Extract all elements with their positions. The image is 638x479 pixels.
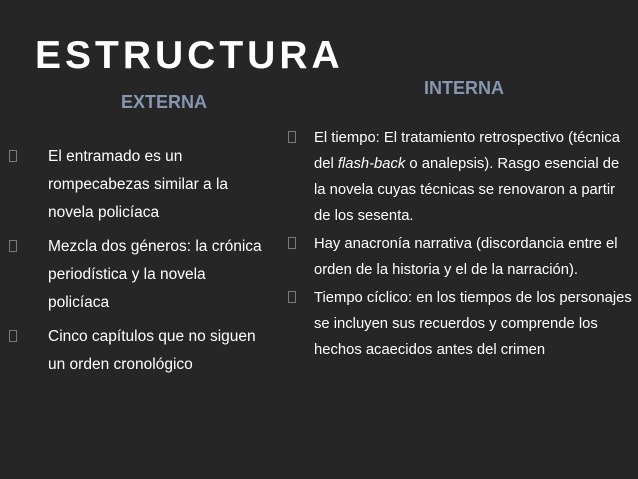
interna-item <box>287 285 632 363</box>
externa-item <box>7 143 267 227</box>
interna-item <box>287 231 632 283</box>
externa-item-text: Mezcla dos géneros: la crónica periodística y la novela policíaca <box>48 238 262 311</box>
square-bullet-icon <box>288 237 296 249</box>
slide-title: ESTRUCTURA <box>35 34 344 77</box>
interna-item <box>287 125 632 229</box>
square-bullet-icon <box>9 150 17 162</box>
interna-item-text <box>314 130 620 224</box>
interna-item1-after: o analepsis). Rasgo esencial de la novela cuyas técnicas se renovaron a partir de los sesenta. <box>314 156 620 224</box>
externa-list <box>7 143 267 385</box>
interna-list <box>287 125 632 365</box>
interna-item-text: Hay anacronía narrativa (discordancia entre el orden de la historia y el de la narración). <box>314 236 618 278</box>
square-bullet-icon <box>288 291 296 303</box>
externa-item-text: El entramado es un rompecabezas similar a la novela policíaca <box>48 148 229 221</box>
externa-item <box>7 233 267 317</box>
externa-item <box>7 323 267 379</box>
externa-heading: EXTERNA <box>121 92 208 112</box>
interna-heading: INTERNA <box>424 78 504 98</box>
square-bullet-icon <box>9 330 17 342</box>
square-bullet-icon <box>288 131 296 143</box>
interna-item1-italic: flash-back <box>337 156 406 172</box>
square-bullet-icon <box>9 240 17 252</box>
interna-item-text: Tiempo cíclico: en los tiempos de los personajes se incluyen sus recuerdos y comprende los hechos acaecidos antes del crimen <box>314 290 632 358</box>
externa-item-text: Cinco capítulos que no siguen un orden cronológico <box>48 328 256 373</box>
interna-item1-before: El tiempo: El tratamiento retrospectivo (técnica del <box>314 130 620 172</box>
